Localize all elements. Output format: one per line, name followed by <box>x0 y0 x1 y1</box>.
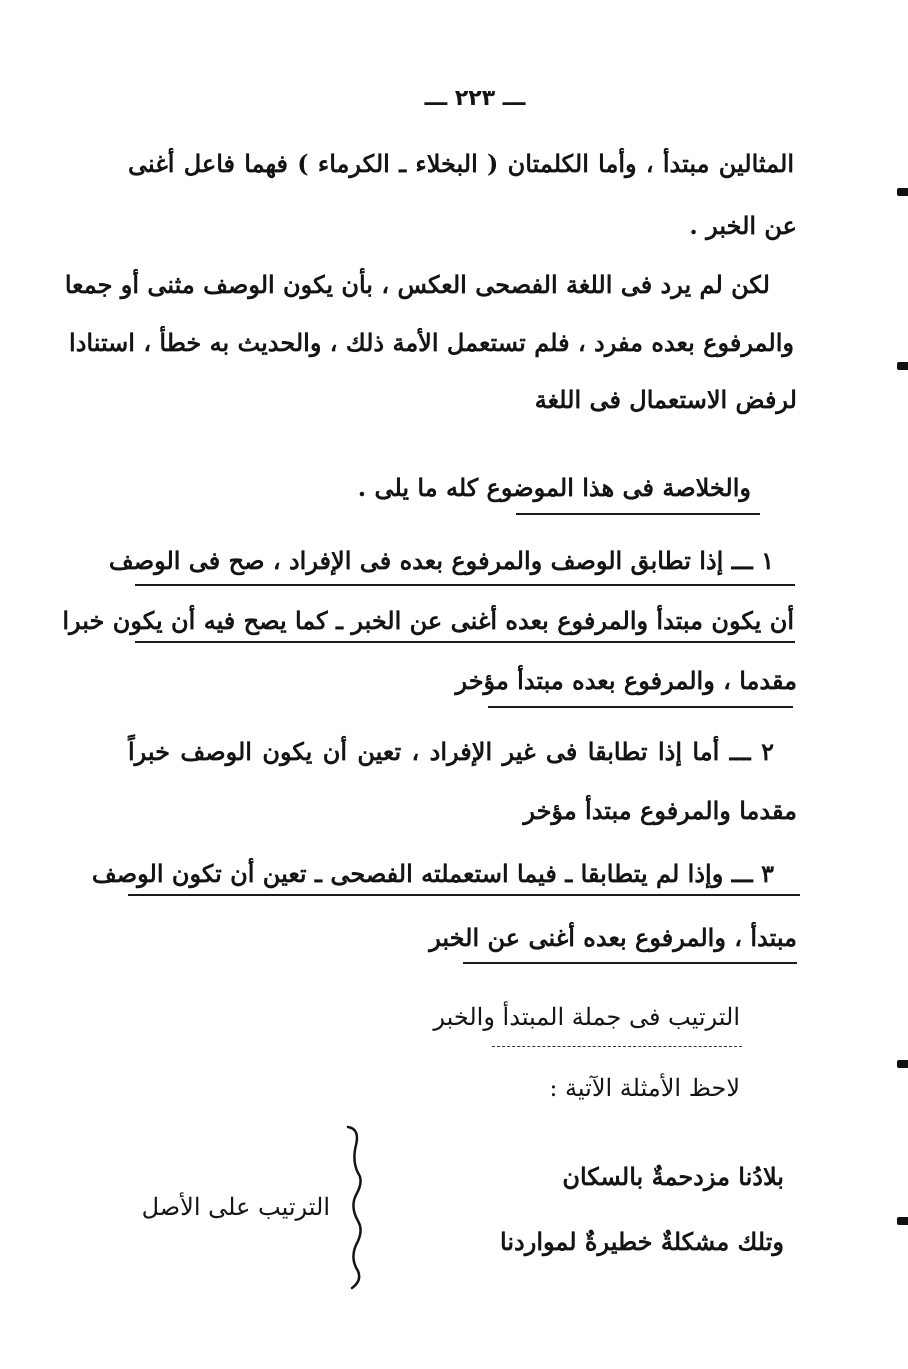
section-title-underline <box>492 1046 742 1047</box>
rule2-line2: مقدما والمرفوع مبتدأ مؤخر <box>523 796 797 825</box>
rule3-line2: مبتدأ ، والمرفوع بعده أغنى عن الخبر <box>429 923 797 952</box>
rule2-line1: ٢ ـــ أما إذا تطابقا فى غير الإفراد ، تعين أن يكون الوصف خبراً <box>128 737 774 766</box>
rule3-line2-underline <box>463 962 797 964</box>
rule1-line2: أن يكون مبتدأ والمرفوع بعده أغنى عن الخبر ـ كما يصح فيه أن يكون خبرا <box>62 606 794 635</box>
para2-line1: لكن لم يرد فى اللغة الفصحى العكس ، بأن يكون الوصف مثنى أو جمعا <box>64 270 770 299</box>
rule3-line1-underline <box>128 894 800 896</box>
summary-heading: والخلاصة فى هذا الموضوع كله ما يلى . <box>357 473 751 502</box>
para1-line2: عن الخبر . <box>689 211 797 240</box>
curly-brace-icon <box>340 1125 366 1290</box>
margin-mark <box>897 362 908 370</box>
example-2: وتلك مشكلةٌ خطيرةٌ لمواردنا <box>500 1227 784 1256</box>
rule1-line3-underline <box>488 706 793 708</box>
rule1-line3: مقدما ، والمرفوع بعده مبتدأ مؤخر <box>455 666 797 695</box>
section-title: الترتيب فى جملة المبتدأ والخبر <box>433 1003 740 1031</box>
summary-heading-underline <box>516 513 760 515</box>
observe-label: لاحظ الأمثلة الآتية : <box>549 1074 740 1102</box>
para2-line3: لرفض الاستعمال فى اللغة <box>534 385 797 414</box>
rule1-line1-underline <box>135 584 795 586</box>
bracket-label: الترتيب على الأصل <box>141 1193 330 1221</box>
margin-mark <box>897 1217 908 1225</box>
example-1: بلادُنا مزدحمةٌ بالسكان <box>562 1162 784 1191</box>
para1-line1: المثالين مبتدأ ، وأما الكلمتان ( البخلاء ـ الكرماء ) فهما فاعل أغنى <box>128 149 794 178</box>
rule1-line2-underline <box>135 641 795 643</box>
rule1-line1: ١ ـــ إذا تطابق الوصف والمرفوع بعده فى الإفراد ، صح فى الوصف <box>108 546 774 575</box>
margin-mark <box>897 1060 908 1068</box>
rule3-line1: ٣ ـــ وإذا لم يتطابقا ـ فيما استعملته الفصحى ـ تعين أن تكون الوصف <box>91 859 774 888</box>
para2-line2: والمرفوع بعده مفرد ، فلم تستعمل الأمة ذلك ، والحديث به خطأ ، استنادا <box>69 328 794 357</box>
page-number: ـــ ٢٢٣ ـــ <box>424 86 526 111</box>
margin-mark <box>897 188 908 196</box>
